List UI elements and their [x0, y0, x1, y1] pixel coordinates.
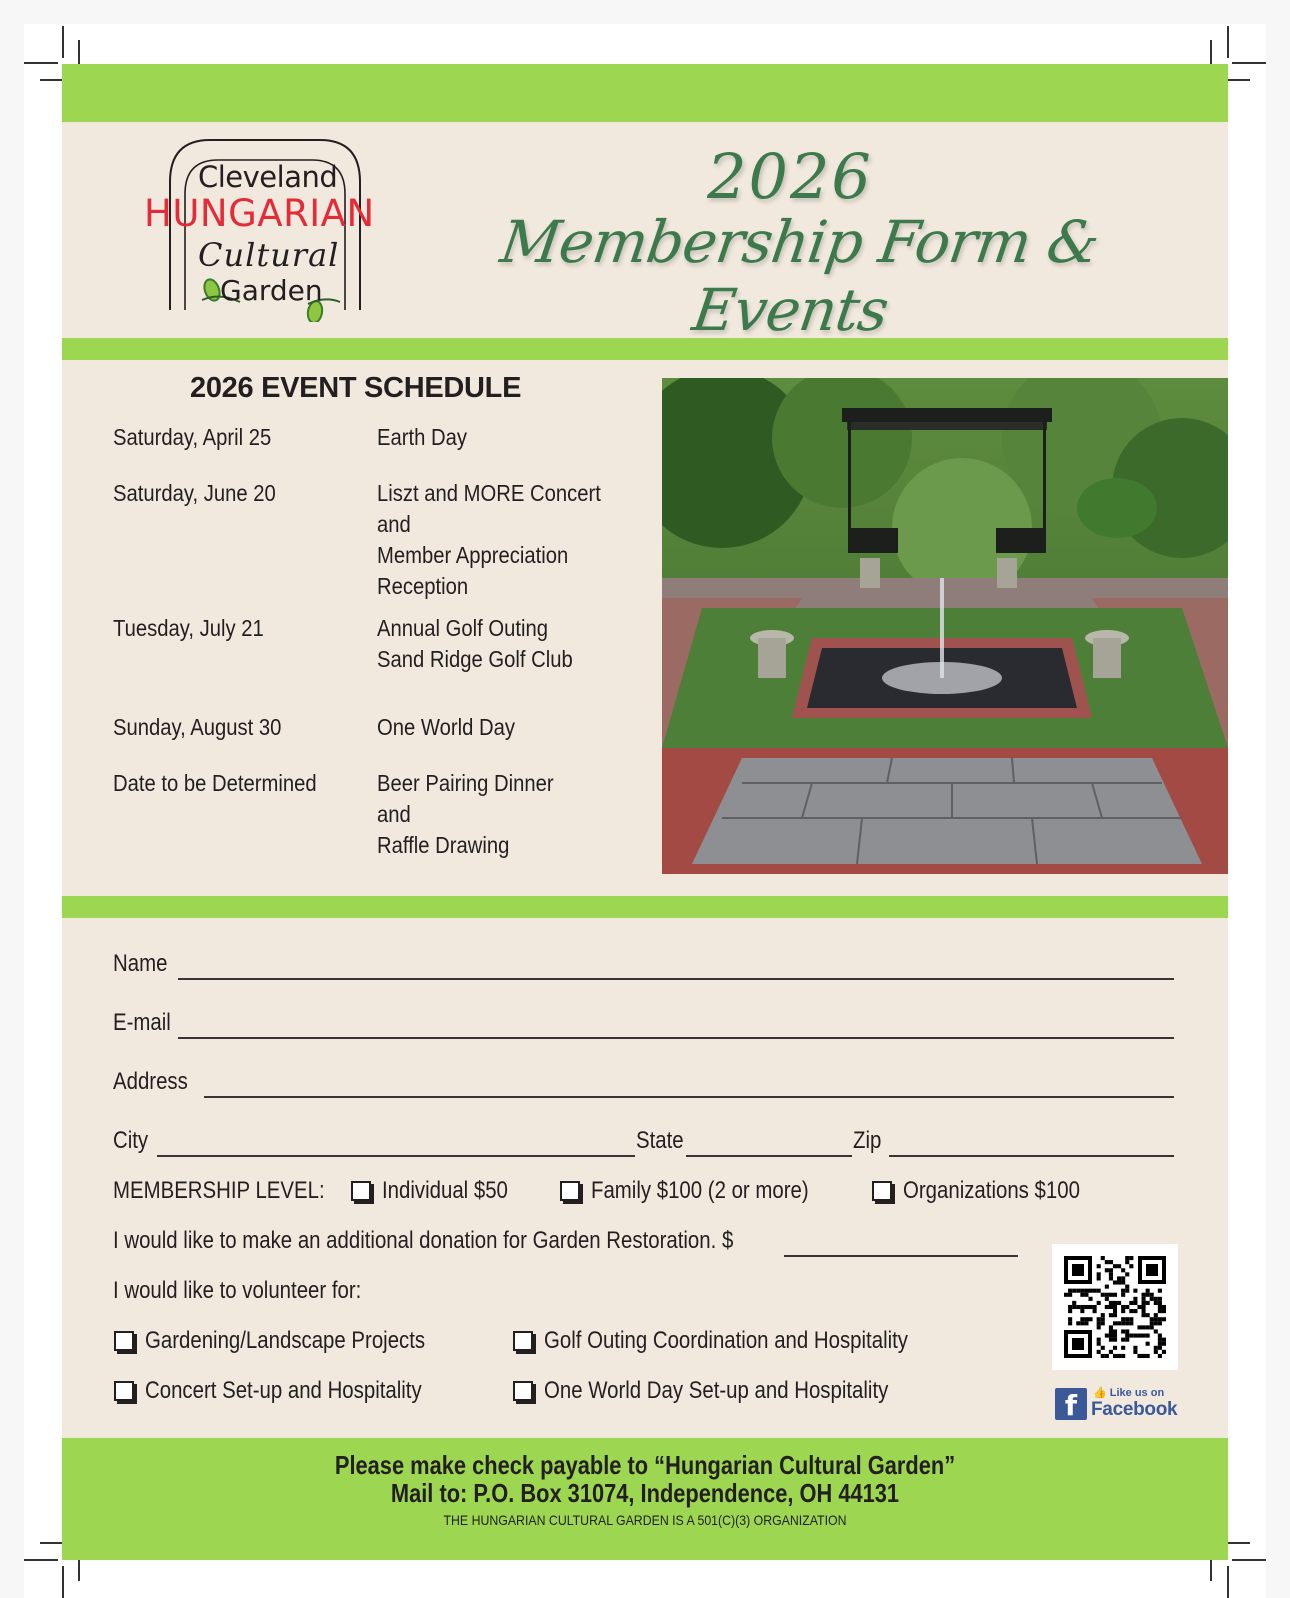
qr-module [1093, 1305, 1097, 1309]
qr-module [1109, 1293, 1113, 1297]
qr-module [1158, 1297, 1162, 1301]
event-name [377, 478, 659, 602]
qr-module [1097, 1350, 1101, 1354]
logo [140, 132, 390, 322]
qr-module [1064, 1293, 1068, 1297]
qr-module [1109, 1301, 1113, 1305]
qr-module [1142, 1354, 1146, 1358]
qr-module [1113, 1334, 1117, 1338]
qr-module [1146, 1289, 1150, 1293]
footer-payable: Please make check payable to “Hungarian Cultural Garden” [334, 1450, 956, 1480]
event-name-line: Earth Day [377, 424, 467, 450]
qr-module [1113, 1354, 1117, 1358]
qr-module [1068, 1293, 1072, 1297]
event-name [377, 712, 659, 743]
qr-module [1109, 1276, 1113, 1280]
qr-module [1105, 1297, 1109, 1301]
qr-module [1146, 1325, 1150, 1329]
qr-module [1146, 1334, 1150, 1338]
donation-label: I would like to make an additional donation for Garden Restoration. $ [113, 1227, 734, 1254]
qr-module [1113, 1301, 1117, 1305]
crop-mark [24, 1559, 58, 1561]
qr-module [1097, 1264, 1101, 1268]
qr-module [1113, 1293, 1117, 1297]
qr-module [1125, 1272, 1129, 1276]
qr-module [1158, 1342, 1162, 1346]
qr-module [1162, 1317, 1166, 1321]
address-label: Address [113, 1068, 188, 1095]
garden-photo [662, 378, 1228, 874]
volunteer-option-label: Concert Set-up and Hospitality [145, 1377, 422, 1404]
event-name-line: Reception [377, 573, 469, 599]
qr-module [1105, 1285, 1109, 1289]
volunteer-oneworld-checkbox[interactable] [513, 1381, 533, 1401]
footer-nonprofit-note: THE HUNGARIAN CULTURAL GARDEN IS A 501(C)(3) ORGANIZATION [443, 1512, 847, 1528]
qr-module [1109, 1313, 1113, 1317]
qr-module [1121, 1309, 1125, 1313]
qr-module [1101, 1293, 1105, 1297]
qr-module [1129, 1321, 1133, 1325]
qr-module [1146, 1342, 1150, 1346]
email-label: E-mail [113, 1009, 171, 1036]
qr-module [1125, 1329, 1129, 1333]
email-field[interactable] [178, 1037, 1174, 1039]
qr-code-icon[interactable] [1052, 1244, 1178, 1370]
event-name-line: Beer Pairing Dinner [377, 770, 554, 796]
qr-module [1121, 1329, 1125, 1333]
qr-module [1129, 1256, 1133, 1260]
qr-module [1154, 1321, 1158, 1325]
qr-module [1133, 1350, 1137, 1354]
qr-module [1162, 1350, 1166, 1354]
membership-option-label: Individual $50 [382, 1177, 508, 1204]
qr-module [1154, 1313, 1158, 1317]
event-date: Saturday, June 20 [113, 480, 276, 506]
qr-module [1154, 1350, 1158, 1354]
event-name-line: Sand Ridge Golf Club [377, 646, 573, 672]
qr-module [1133, 1334, 1137, 1338]
facebook-icon: f [1055, 1388, 1087, 1420]
membership-label: MEMBERSHIP LEVEL: [113, 1177, 325, 1204]
volunteer-option-label: One World Day Set-up and Hospitality [544, 1377, 889, 1404]
facebook-like-label: Like us on [1109, 1387, 1165, 1399]
qr-module [1142, 1297, 1146, 1301]
qr-module [1080, 1305, 1084, 1309]
qr-module [1146, 1354, 1150, 1358]
qr-module [1084, 1321, 1088, 1325]
qr-module [1154, 1301, 1158, 1305]
qr-module [1109, 1305, 1113, 1309]
qr-module [1084, 1289, 1088, 1293]
membership-organizations-checkbox[interactable] [872, 1181, 892, 1201]
qr-module [1125, 1256, 1129, 1260]
qr-module [1142, 1293, 1146, 1297]
qr-module [1121, 1346, 1125, 1350]
qr-module [1142, 1301, 1146, 1305]
qr-module [1093, 1289, 1097, 1293]
qr-module [1162, 1305, 1166, 1309]
crop-mark [1232, 62, 1266, 64]
qr-module [1101, 1313, 1105, 1317]
footer-mailing-address: Mail to: P.O. Box 31074, Independence, OH 44131 [390, 1478, 900, 1508]
address-field[interactable] [204, 1096, 1174, 1098]
state-field[interactable] [686, 1155, 852, 1157]
event-date: Tuesday, July 21 [113, 615, 264, 641]
qr-module [1154, 1329, 1158, 1333]
qr-module [1097, 1342, 1101, 1346]
membership-option-label: Organizations $100 [903, 1177, 1080, 1204]
qr-module [1146, 1313, 1150, 1317]
volunteer-option-label: Golf Outing Coordination and Hospitality [544, 1327, 909, 1354]
qr-module [1084, 1317, 1088, 1321]
event-name-line: Annual Golf Outing [377, 615, 549, 641]
name-label: Name [113, 950, 168, 977]
qr-module [1097, 1289, 1101, 1293]
qr-module [1097, 1276, 1101, 1280]
qr-module [1105, 1354, 1109, 1358]
qr-module [1129, 1264, 1133, 1268]
thumbs-up-icon: 👍 [1093, 1387, 1107, 1399]
event-name [377, 768, 659, 861]
city-field[interactable] [157, 1155, 635, 1157]
header-title: Membership Form & Events [496, 208, 1104, 344]
qr-module [1117, 1301, 1121, 1305]
qr-module [1105, 1268, 1109, 1272]
qr-module [1142, 1305, 1146, 1309]
qr-module [1125, 1285, 1129, 1289]
qr-module [1109, 1268, 1113, 1272]
event-name-line: Member Appreciation [377, 542, 569, 568]
qr-module [1146, 1301, 1150, 1305]
qr-module [1101, 1256, 1105, 1260]
qr-module [1068, 1289, 1072, 1293]
qr-module [1121, 1321, 1125, 1325]
qr-module [1146, 1293, 1150, 1297]
qr-code-graphic [1052, 1244, 1178, 1370]
name-field[interactable] [178, 978, 1174, 980]
qr-module [1133, 1289, 1137, 1293]
facebook-like-text [1093, 1386, 1164, 1399]
qr-module [1080, 1309, 1084, 1313]
qr-module [1121, 1305, 1125, 1309]
donation-field[interactable] [784, 1255, 1018, 1257]
qr-module [1109, 1272, 1113, 1276]
qr-module [1162, 1338, 1166, 1342]
qr-module [1125, 1289, 1129, 1293]
event-date: Saturday, April 25 [113, 424, 272, 450]
qr-module [1125, 1321, 1129, 1325]
qr-module [1125, 1317, 1129, 1321]
qr-module [1097, 1317, 1101, 1321]
top-green-band [62, 64, 1228, 122]
qr-module [1129, 1334, 1133, 1338]
qr-module [1121, 1338, 1125, 1342]
qr-module [1080, 1321, 1084, 1325]
qr-module [1137, 1305, 1141, 1309]
qr-module [1113, 1280, 1117, 1284]
crop-mark [1227, 1566, 1229, 1598]
qr-module [1097, 1338, 1101, 1342]
qr-module [1158, 1321, 1162, 1325]
qr-module [1125, 1305, 1129, 1309]
qr-module [1125, 1338, 1129, 1342]
qr-module [1133, 1309, 1137, 1313]
qr-module [1150, 1321, 1154, 1325]
event-name-line: and [377, 801, 411, 827]
event-name-line: One World Day [377, 714, 515, 740]
qr-module [1072, 1301, 1076, 1305]
qr-module [1105, 1260, 1109, 1264]
logo-garden: Garden [220, 274, 323, 307]
event-name-line: Raffle Drawing [377, 832, 510, 858]
qr-module [1113, 1264, 1117, 1268]
city-label: City [113, 1127, 149, 1154]
qr-module [1133, 1346, 1137, 1350]
qr-module [1113, 1346, 1117, 1350]
qr-module [1105, 1334, 1109, 1338]
logo-cleveland: Cleveland [198, 160, 338, 194]
volunteer-gardening-checkbox[interactable] [114, 1331, 134, 1351]
qr-module [1080, 1293, 1084, 1297]
qr-module [1158, 1338, 1162, 1342]
crop-mark [62, 1566, 64, 1598]
qr-module [1129, 1317, 1133, 1321]
crop-mark [1232, 1559, 1266, 1561]
qr-module [1154, 1317, 1158, 1321]
qr-module [1101, 1317, 1105, 1321]
qr-module [1097, 1272, 1101, 1276]
facebook-name: Facebook [1091, 1399, 1178, 1420]
schedule-title: 2026 EVENT SCHEDULE [190, 372, 522, 404]
qr-module [1142, 1334, 1146, 1338]
crop-mark [1227, 26, 1229, 58]
qr-module [1113, 1309, 1117, 1313]
facebook-badge[interactable] [1055, 1386, 1180, 1420]
qr-module [1097, 1301, 1101, 1305]
qr-module [1158, 1317, 1162, 1321]
qr-module [1068, 1309, 1072, 1313]
qr-module [1121, 1293, 1125, 1297]
qr-module [1137, 1325, 1141, 1329]
qr-module [1158, 1305, 1162, 1309]
qr-module [1097, 1325, 1101, 1329]
qr-module [1154, 1346, 1158, 1350]
qr-module [1109, 1350, 1113, 1354]
volunteer-option-label: Gardening/Landscape Projects [145, 1327, 426, 1354]
crop-mark [62, 26, 64, 58]
membership-individual-checkbox[interactable] [351, 1181, 371, 1201]
qr-module [1113, 1338, 1117, 1342]
membership-option-label: Family $100 (2 or more) [591, 1177, 809, 1204]
qr-module [1150, 1293, 1154, 1297]
qr-module [1142, 1313, 1146, 1317]
qr-module [1068, 1317, 1072, 1321]
qr-module [1117, 1354, 1121, 1358]
qr-module [1088, 1317, 1092, 1321]
qr-module [1109, 1334, 1113, 1338]
zip-label: Zip [853, 1127, 882, 1154]
qr-module [1072, 1305, 1076, 1309]
qr-module [1121, 1280, 1125, 1284]
qr-module [1109, 1338, 1113, 1342]
divider-band [62, 896, 1228, 918]
qr-module [1133, 1301, 1137, 1305]
qr-module [1076, 1289, 1080, 1293]
qr-module [1158, 1301, 1162, 1305]
qr-module [1162, 1309, 1166, 1313]
volunteer-concert-checkbox[interactable] [114, 1381, 134, 1401]
qr-module [1097, 1321, 1101, 1325]
qr-module [1121, 1354, 1125, 1358]
qr-module [1158, 1289, 1162, 1293]
qr-module [1142, 1309, 1146, 1313]
qr-module [1142, 1325, 1146, 1329]
event-name-line: Liszt and MORE Concert [377, 480, 601, 506]
qr-module [1150, 1297, 1154, 1301]
qr-module [1121, 1268, 1125, 1272]
event-date: Date to be Determined [113, 770, 317, 796]
qr-module [1158, 1309, 1162, 1313]
qr-module [1158, 1354, 1162, 1358]
qr-module [1113, 1329, 1117, 1333]
logo-hungarian: HUNGARIAN [144, 192, 375, 235]
state-label: State [636, 1127, 684, 1154]
qr-module [1162, 1342, 1166, 1346]
event-date: Sunday, August 30 [113, 714, 282, 740]
qr-module [1072, 1289, 1076, 1293]
qr-module [1068, 1305, 1072, 1309]
qr-module [1109, 1260, 1113, 1264]
qr-module [1125, 1334, 1129, 1338]
event-name [377, 613, 659, 675]
qr-module [1121, 1289, 1125, 1293]
qr-module [1109, 1329, 1113, 1333]
membership-family-checkbox[interactable] [560, 1181, 580, 1201]
qr-module [1101, 1354, 1105, 1358]
qr-module [1154, 1297, 1158, 1301]
qr-module [1076, 1305, 1080, 1309]
qr-module [1117, 1276, 1121, 1280]
qr-module [1101, 1321, 1105, 1325]
qr-module [1150, 1325, 1154, 1329]
qr-module [1088, 1289, 1092, 1293]
qr-module [1158, 1334, 1162, 1338]
qr-module [1121, 1276, 1125, 1280]
qr-module [1129, 1301, 1133, 1305]
qr-module [1109, 1325, 1113, 1329]
qr-module [1158, 1346, 1162, 1350]
qr-module [1137, 1334, 1141, 1338]
zip-field[interactable] [889, 1155, 1174, 1157]
header-year: 2026 [707, 140, 873, 213]
qr-module [1113, 1313, 1117, 1317]
crop-mark [24, 62, 58, 64]
qr-module [1125, 1260, 1129, 1264]
qr-module [1080, 1317, 1084, 1321]
event-name [377, 422, 659, 453]
qr-module [1117, 1264, 1121, 1268]
qr-module [1093, 1309, 1097, 1313]
qr-module [1133, 1297, 1137, 1301]
qr-module [1113, 1305, 1117, 1309]
qr-module [1137, 1354, 1141, 1358]
qr-module [1129, 1309, 1133, 1313]
qr-module [1068, 1321, 1072, 1325]
volunteer-golf-checkbox[interactable] [513, 1331, 533, 1351]
qr-module [1150, 1317, 1154, 1321]
event-name-line: and [377, 511, 411, 537]
qr-module [1084, 1305, 1088, 1309]
qr-module [1117, 1321, 1121, 1325]
qr-module [1113, 1321, 1117, 1325]
qr-module [1105, 1305, 1109, 1309]
qr-module [1105, 1293, 1109, 1297]
qr-module [1088, 1297, 1092, 1301]
qr-module [1084, 1293, 1088, 1297]
logo-cultural: Cultural [198, 236, 340, 274]
qr-module [1101, 1346, 1105, 1350]
qr-module [1088, 1305, 1092, 1309]
volunteer-label: I would like to volunteer for: [113, 1277, 362, 1304]
qr-module [1121, 1317, 1125, 1321]
garden-fountain-image [662, 378, 1228, 874]
qr-module [1076, 1321, 1080, 1325]
qr-module [1080, 1289, 1084, 1293]
qr-module [1117, 1280, 1121, 1284]
